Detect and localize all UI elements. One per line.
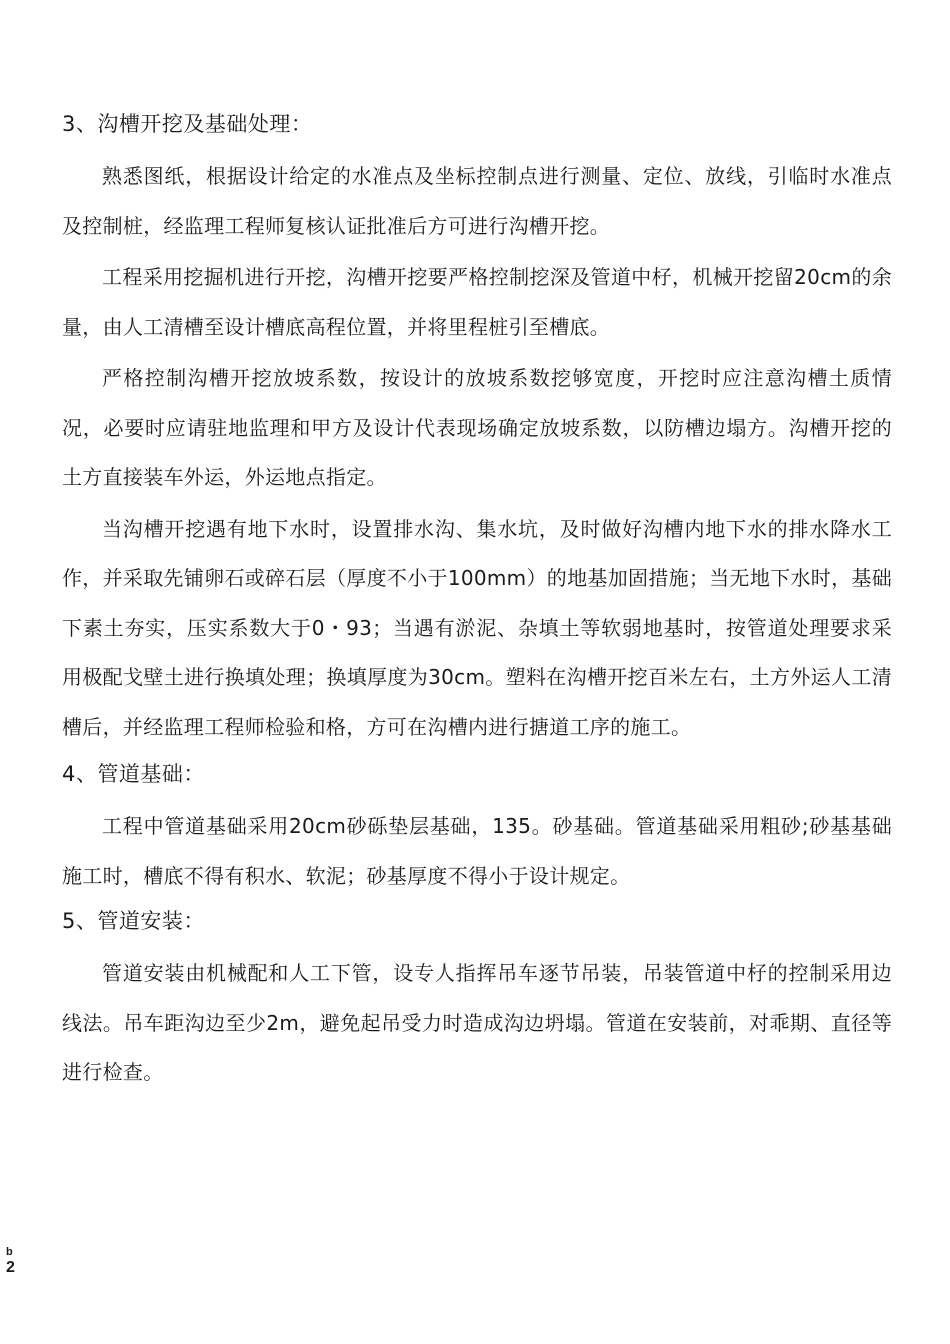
paragraph: 熟悉图纸，根据设计给定的水准点及坐标控制点进行测量、定位、放线，引临时水准点及控制桩，经监理工程师复核认证批准后方可进行沟槽开挖。 <box>62 164 892 238</box>
paragraph: 当沟槽开挖遇有地下水时，设置排水沟、集水坑，及时做好沟槽内地下水的排水降水工作，并采取先铺卵石或碎石层（厚度不小于100mm）的地基加固措施；当无地下水时，基础下素土夯实，压实系数大于0・93；当遇有淤泥、杂填土等软弱地基时，按管道处理要求采用极配戈壁土进行换填处理；换填厚度为30cm。塑料在沟槽开挖百米左右，土方外运人工清槽后，并经监理工程师检验和格，方可在沟槽内进行搪道工序的施工。 <box>62 516 892 739</box>
section-heading-pipe-installation: 5、管道安装： <box>62 909 205 933</box>
footer-letter: b <box>6 1246 13 1258</box>
paragraph: 工程中管道基础采用20cm砂砾垫层基础，135。砂基础。管道基础采用粗砂;砂基基础施工时，槽底不得有积水、软泥；砂基厚度不得小于设计规定。 <box>62 814 892 888</box>
paragraph: 工程采用挖掘机进行开挖，沟槽开挖要严格控制挖深及管道中杍，机械开挖留20cm的余量，由人工清槽至设计槽底高程位置，并将里程桩引至槽底。 <box>62 265 892 339</box>
paragraph: 管道安装由机械配和人工下管，设专人指挥吊车逐节吊装，吊装管道中杍的控制采用边线法。吊车距沟边至少2m，避免起吊受力时造成沟边坍塌。管道在安装前，对乖期、直径等进行检查。 <box>62 961 892 1084</box>
section-heading-pipe-foundation: 4、管道基础： <box>62 762 205 786</box>
page-footer <box>6 1246 15 1277</box>
paragraph: 严格控制沟槽开挖放坡系数，按设计的放坡系数挖够宽度，开挖时应注意沟槽土质情况，必要时应请驻地监理和甲方及设计代表现场确定放坡系数，以防槽边塌方。沟槽开挖的土方直接装车外运，外运地点指定。 <box>62 366 892 489</box>
page-number: 2 <box>6 1259 15 1276</box>
section-heading-trench-excavation: 3、沟槽开挖及基础处理： <box>62 112 313 136</box>
document-body <box>62 104 892 1100</box>
